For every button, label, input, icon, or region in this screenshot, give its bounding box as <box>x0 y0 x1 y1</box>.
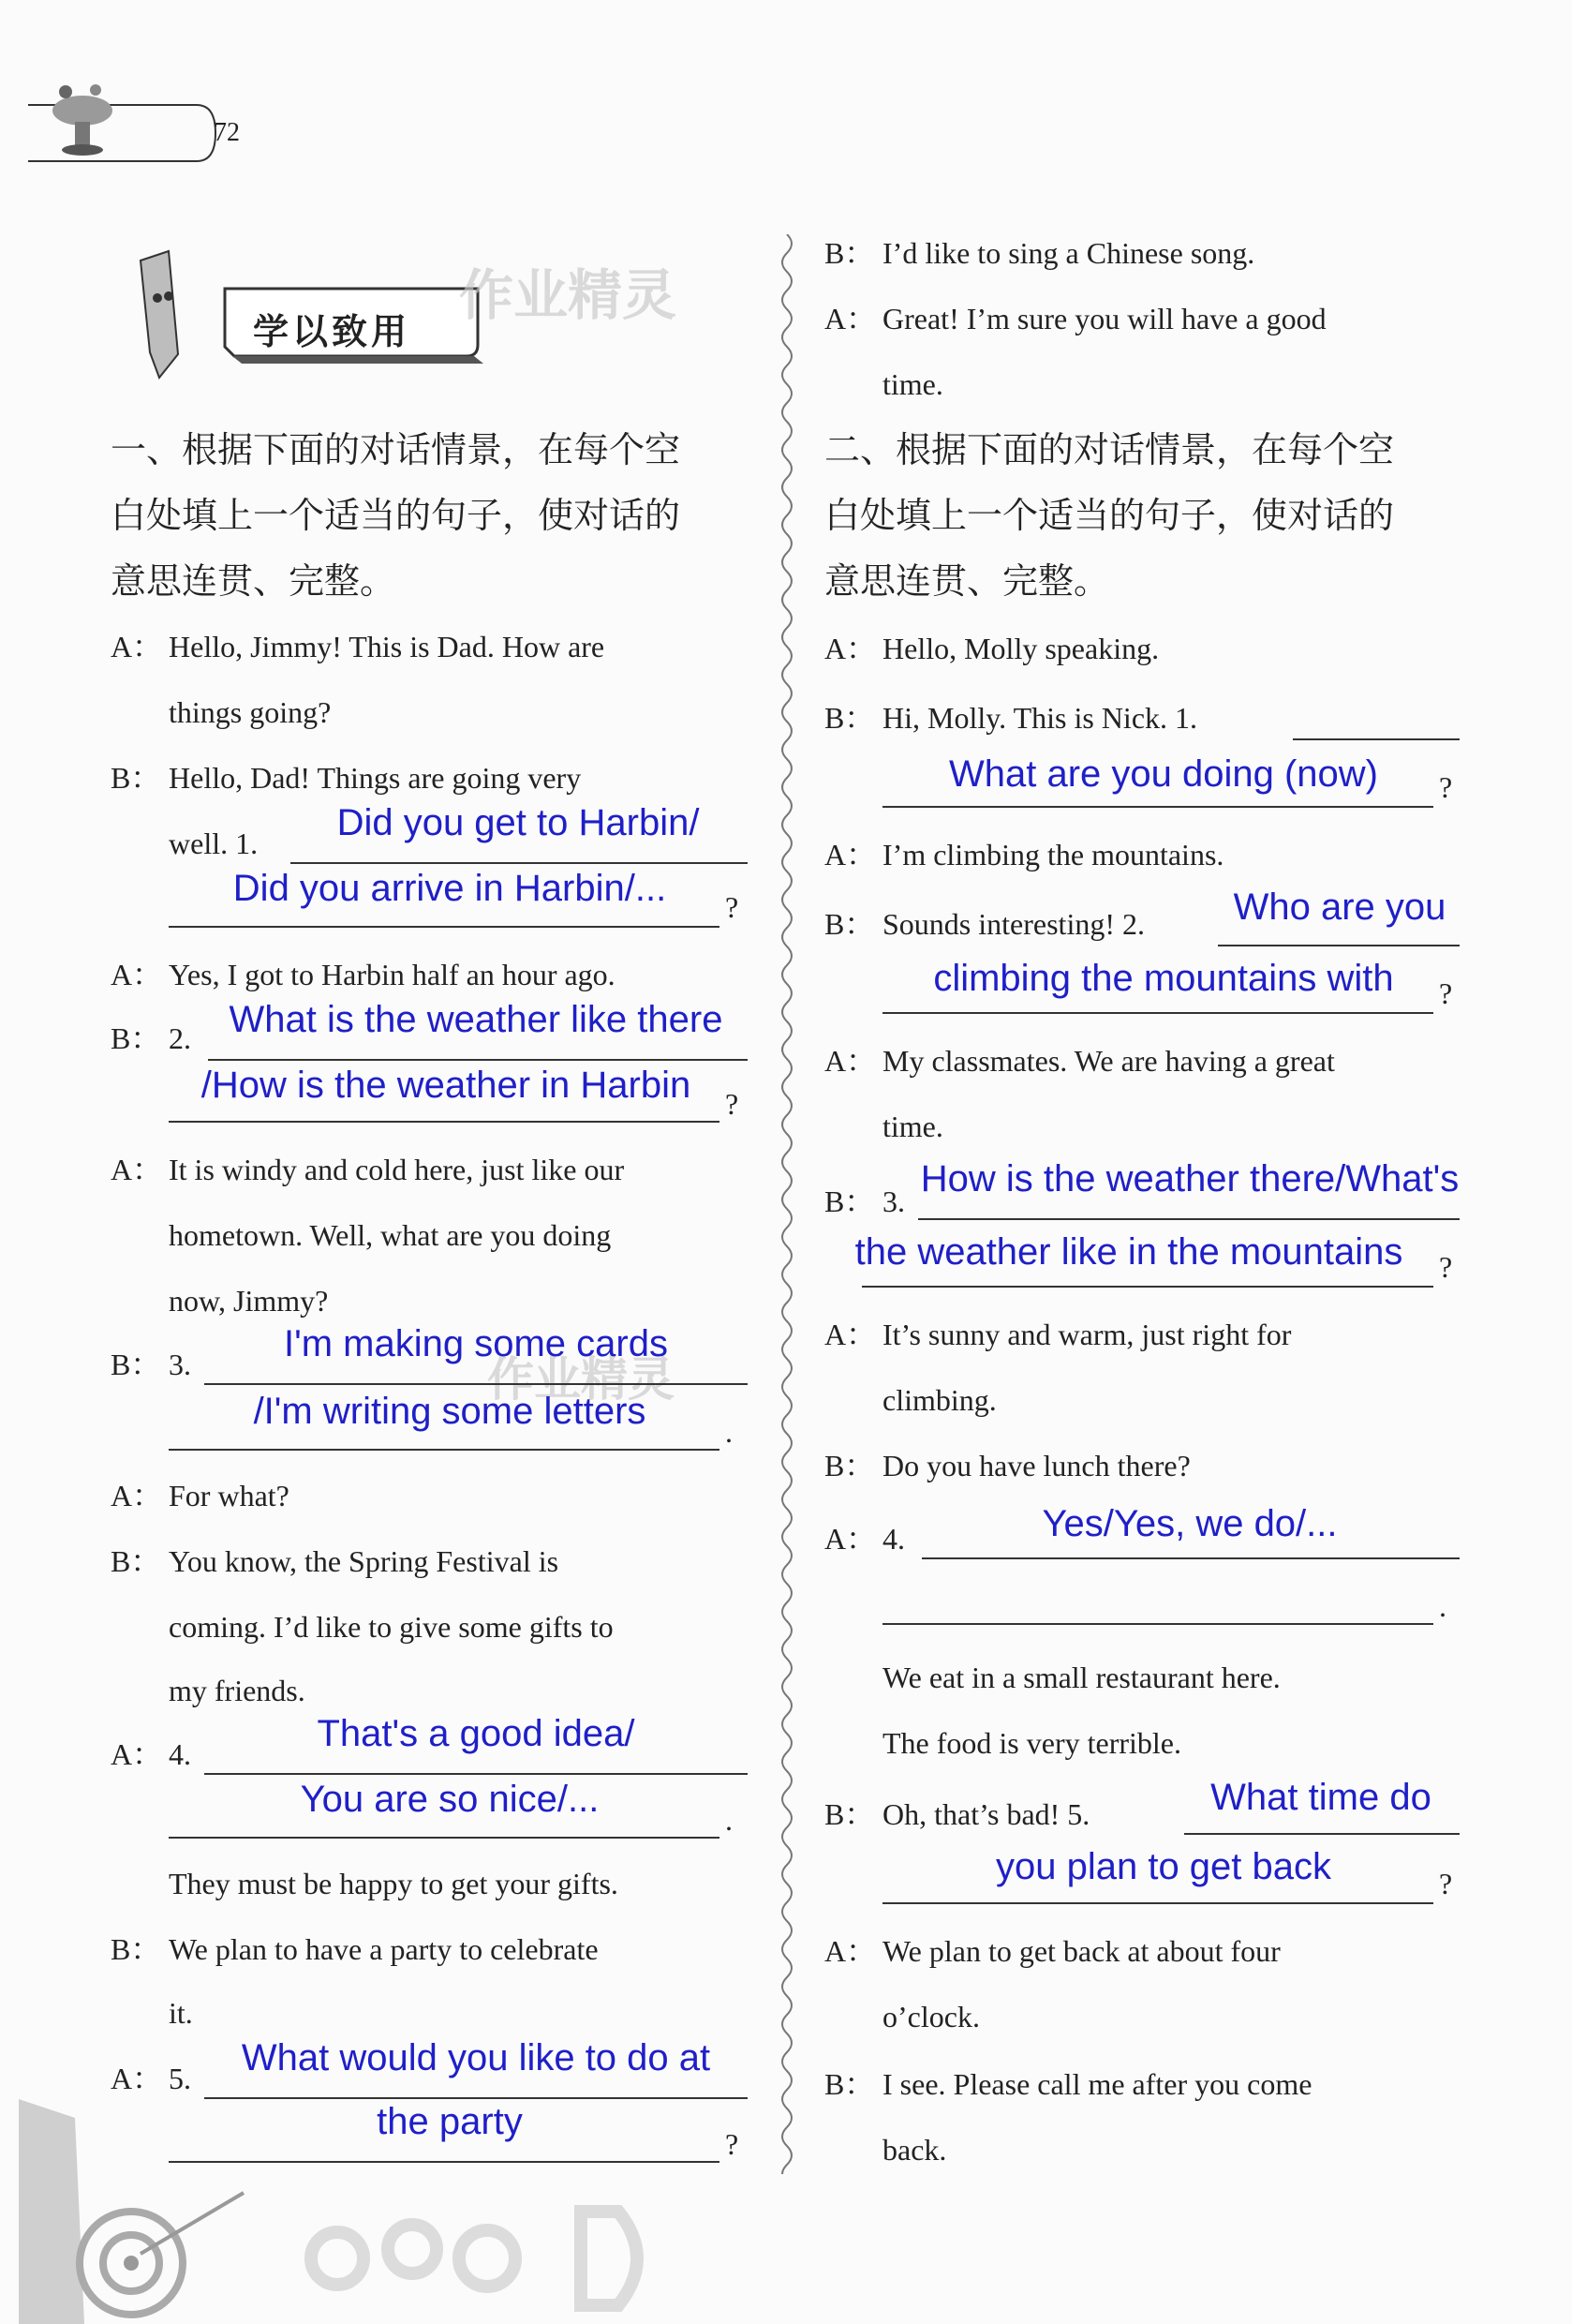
answer-blank <box>882 1012 1433 1014</box>
answer-text: climbing the mountains with <box>933 958 1394 999</box>
answer-blank <box>169 1121 719 1123</box>
instruction-line: 意思连贯、完整。 <box>111 560 396 602</box>
period-mark: . <box>725 1415 733 1449</box>
dialogue-line: A： Hello, Molly speaking. <box>824 632 1160 665</box>
column-divider <box>776 234 798 2174</box>
dialogue-line: well. 1. <box>169 827 259 860</box>
answer-text: What is the weather like there <box>229 999 723 1040</box>
dialogue-line: B： 3. <box>111 1348 191 1381</box>
answer-text: the weather like in the mountains <box>854 1231 1403 1273</box>
answer-blank <box>922 1557 1460 1559</box>
watermark: 作业精灵 <box>459 263 677 327</box>
dialogue-line: A： Yes, I got to Harbin half an hour ago. <box>111 958 615 991</box>
dialogue-line: things going? <box>169 695 332 729</box>
answer-blank <box>169 1449 719 1451</box>
answer-blank <box>290 862 748 864</box>
dialogue-line: A： Hello, Jimmy! This is Dad. How are <box>111 630 605 663</box>
dialogue-line: A： My classmates. We are having a great <box>824 1044 1335 1078</box>
answer-blank <box>169 926 719 928</box>
dialogue-line: o’clock. <box>882 2000 980 2034</box>
answer-text: the party <box>377 2101 523 2142</box>
instruction-line: 一、根据下面的对话情景，在每个空 <box>111 429 681 470</box>
dialogue-line: We eat in a small restaurant here. <box>882 1661 1281 1694</box>
section-title: 学以致用 <box>253 311 411 352</box>
answer-text: /I'm writing some letters <box>253 1391 646 1432</box>
dialogue-line: time. <box>882 1110 943 1143</box>
dialogue-line: A： 5. <box>111 2062 191 2095</box>
page-header-trophy-icon <box>28 84 281 169</box>
dialogue-line: time. <box>882 367 943 401</box>
dialogue-line: A： 4. <box>824 1522 905 1556</box>
dialogue-line: They must be happy to get your gifts. <box>169 1867 618 1900</box>
question-mark: ? <box>1439 1867 1453 1900</box>
answer-blank <box>169 1837 719 1839</box>
dialogue-line: hometown. Well, what are you doing <box>169 1218 612 1252</box>
answer-text: Did you get to Harbin/ <box>336 802 700 843</box>
answer-blank <box>1218 945 1460 946</box>
question-mark: ? <box>725 890 739 924</box>
dialogue-line: now, Jimmy? <box>169 1284 329 1318</box>
question-mark: ? <box>1439 976 1453 1010</box>
answer-text: What are you doing (now) <box>948 753 1378 795</box>
dialogue-line: A： It’s sunny and warm, just right for <box>824 1318 1292 1351</box>
answer-text: What time do <box>1210 1777 1431 1818</box>
dialogue-line: B： Do you have lunch there? <box>824 1449 1191 1482</box>
dialogue-line: B： 2. <box>111 1021 191 1055</box>
answer-text: I'm making some cards <box>284 1323 668 1364</box>
dialogue-line: B： 3. <box>824 1184 905 1218</box>
dialogue-line: A： For what? <box>111 1479 289 1512</box>
answer-blank <box>1293 738 1460 740</box>
answer-text: What would you like to do at <box>241 2037 711 2078</box>
watermark: 作业精灵 <box>487 1352 675 1407</box>
target-dart-decoration-icon <box>19 2099 656 2324</box>
answer-blank <box>882 1902 1433 1904</box>
dialogue-line: A： Great! I’m sure you will have a good <box>824 302 1327 335</box>
dialogue-line: coming. I’d like to give some gifts to <box>169 1610 614 1644</box>
answer-text: Did you arrive in Harbin/... <box>232 868 667 909</box>
dialogue-line: A： It is windy and cold here, just like our <box>111 1153 625 1186</box>
dialogue-line: B： Hi, Molly. This is Nick. 1. <box>824 701 1198 735</box>
question-mark: ? <box>725 1087 739 1121</box>
dialogue-line: my friends. <box>169 1674 305 1707</box>
answer-text: Who are you <box>1233 886 1446 928</box>
answer-blank <box>862 1286 1433 1288</box>
dialogue-line: B： Sounds interesting! 2. <box>824 907 1145 941</box>
page-number: 72 <box>214 118 240 147</box>
question-mark: ? <box>1439 770 1453 804</box>
dialogue-line: B： I see. Please call me after you come <box>824 2067 1312 2101</box>
dialogue-line: B： Oh, that’s bad! 5. <box>824 1797 1090 1831</box>
dialogue-line: back. <box>882 2133 947 2167</box>
instruction-line: 二、根据下面的对话情景，在每个空 <box>824 429 1395 470</box>
answer-blank <box>882 1623 1433 1625</box>
answer-text: /How is the weather in Harbin <box>200 1065 691 1106</box>
dialogue-line: it. <box>169 1996 193 2030</box>
dialogue-line: B： I’d like to sing a Chinese song. <box>824 236 1255 270</box>
answer-blank <box>204 1383 748 1385</box>
answer-text: How is the weather there/What's <box>920 1158 1460 1199</box>
answer-blank <box>1184 1833 1460 1835</box>
answer-blank <box>204 1773 748 1775</box>
dialogue-line: A： We plan to get back at about four <box>824 1934 1281 1968</box>
answer-text: Yes/Yes, we do/... <box>1042 1503 1338 1544</box>
answer-blank <box>882 806 1433 808</box>
answer-text: That's a good idea/ <box>317 1713 635 1754</box>
dialogue-line: climbing. <box>882 1383 997 1417</box>
dialogue-line: The food is very terrible. <box>882 1726 1181 1760</box>
answer-blank <box>918 1218 1460 1220</box>
period-mark: . <box>725 1803 733 1837</box>
dialogue-line: A： 4. <box>111 1737 191 1771</box>
question-mark: ? <box>725 2127 739 2161</box>
dialogue-line: B： Hello, Dad! Things are going very <box>111 761 582 795</box>
instruction-line: 白处填上一个适当的句子，使对话的 <box>111 495 681 536</box>
dialogue-line: B： You know, the Spring Festival is <box>111 1544 559 1578</box>
instruction-line: 白处填上一个适当的句子，使对话的 <box>824 495 1395 536</box>
period-mark: . <box>1439 1589 1446 1623</box>
question-mark: ? <box>1439 1250 1453 1284</box>
answer-text: You are so nice/... <box>300 1779 600 1820</box>
dialogue-line: B： We plan to have a party to celebrate <box>111 1932 599 1966</box>
dialogue-line: A： I’m climbing the mountains. <box>824 838 1224 872</box>
answer-blank <box>208 1059 748 1061</box>
answer-text: you plan to get back <box>995 1846 1332 1887</box>
instruction-line: 意思连贯、完整。 <box>824 560 1110 602</box>
